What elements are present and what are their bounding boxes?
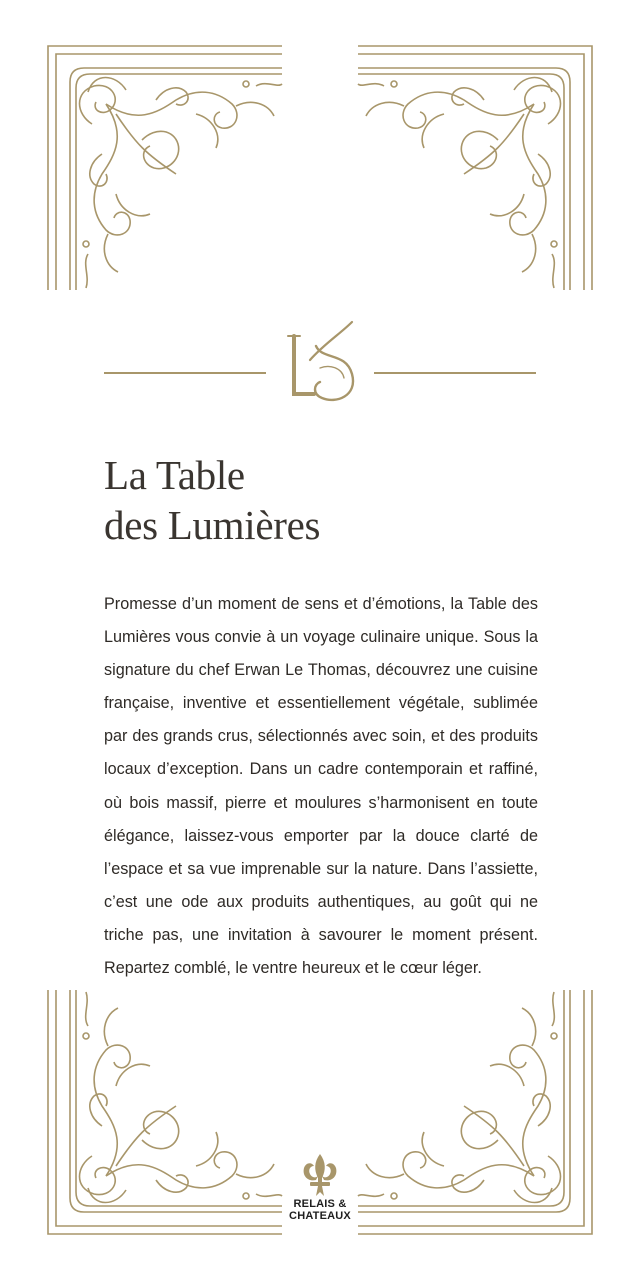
ornament-corner-bottom-right-icon — [354, 986, 594, 1236]
ornament-corner-bottom-left-icon — [46, 986, 286, 1236]
ornament-corner-top-right-icon — [354, 44, 594, 294]
description-paragraph: Promesse d’un moment de sens et d’émotions, la Table des Lumières vous convie à un voyage culinaire unique. Sous la signature du chef Erwan Le Thomas, découvrez une cuisine française, inventive et essentiellement végétale, sublimée par des grands crus, sélectionnés avec soin, et des produits locaux d’exception. Dans un cadre contemporain et raffiné, où bois massif, pierre et moulures s’harmonisent en toute élégance, laissez-vous emporter par la douce clarté de l’espace et sa vue imprenable sur la nature. Dans l’assiette, c’est une ode aux produits authentiques, au goût qui ne triche pas, une invitation à savourer le moment présent. Repartez comblé, le ventre heureux et le cœur léger. — [104, 595, 538, 978]
relais-chateaux-logo — [282, 1152, 358, 1236]
ornament-corner-top-left-icon — [46, 44, 286, 294]
fleur-de-lis-icon — [300, 1152, 340, 1198]
divider-line-left — [104, 372, 266, 374]
page-title — [104, 450, 544, 550]
title-line-2: des Lumières — [104, 502, 321, 548]
logo-text-line-1: RELAIS & — [293, 1198, 347, 1210]
title-line-1: La Table — [104, 452, 245, 498]
divider-line-right — [374, 372, 536, 374]
logo-text-line-2: CHATEAUX — [289, 1210, 351, 1222]
monogram-icon — [280, 316, 360, 408]
